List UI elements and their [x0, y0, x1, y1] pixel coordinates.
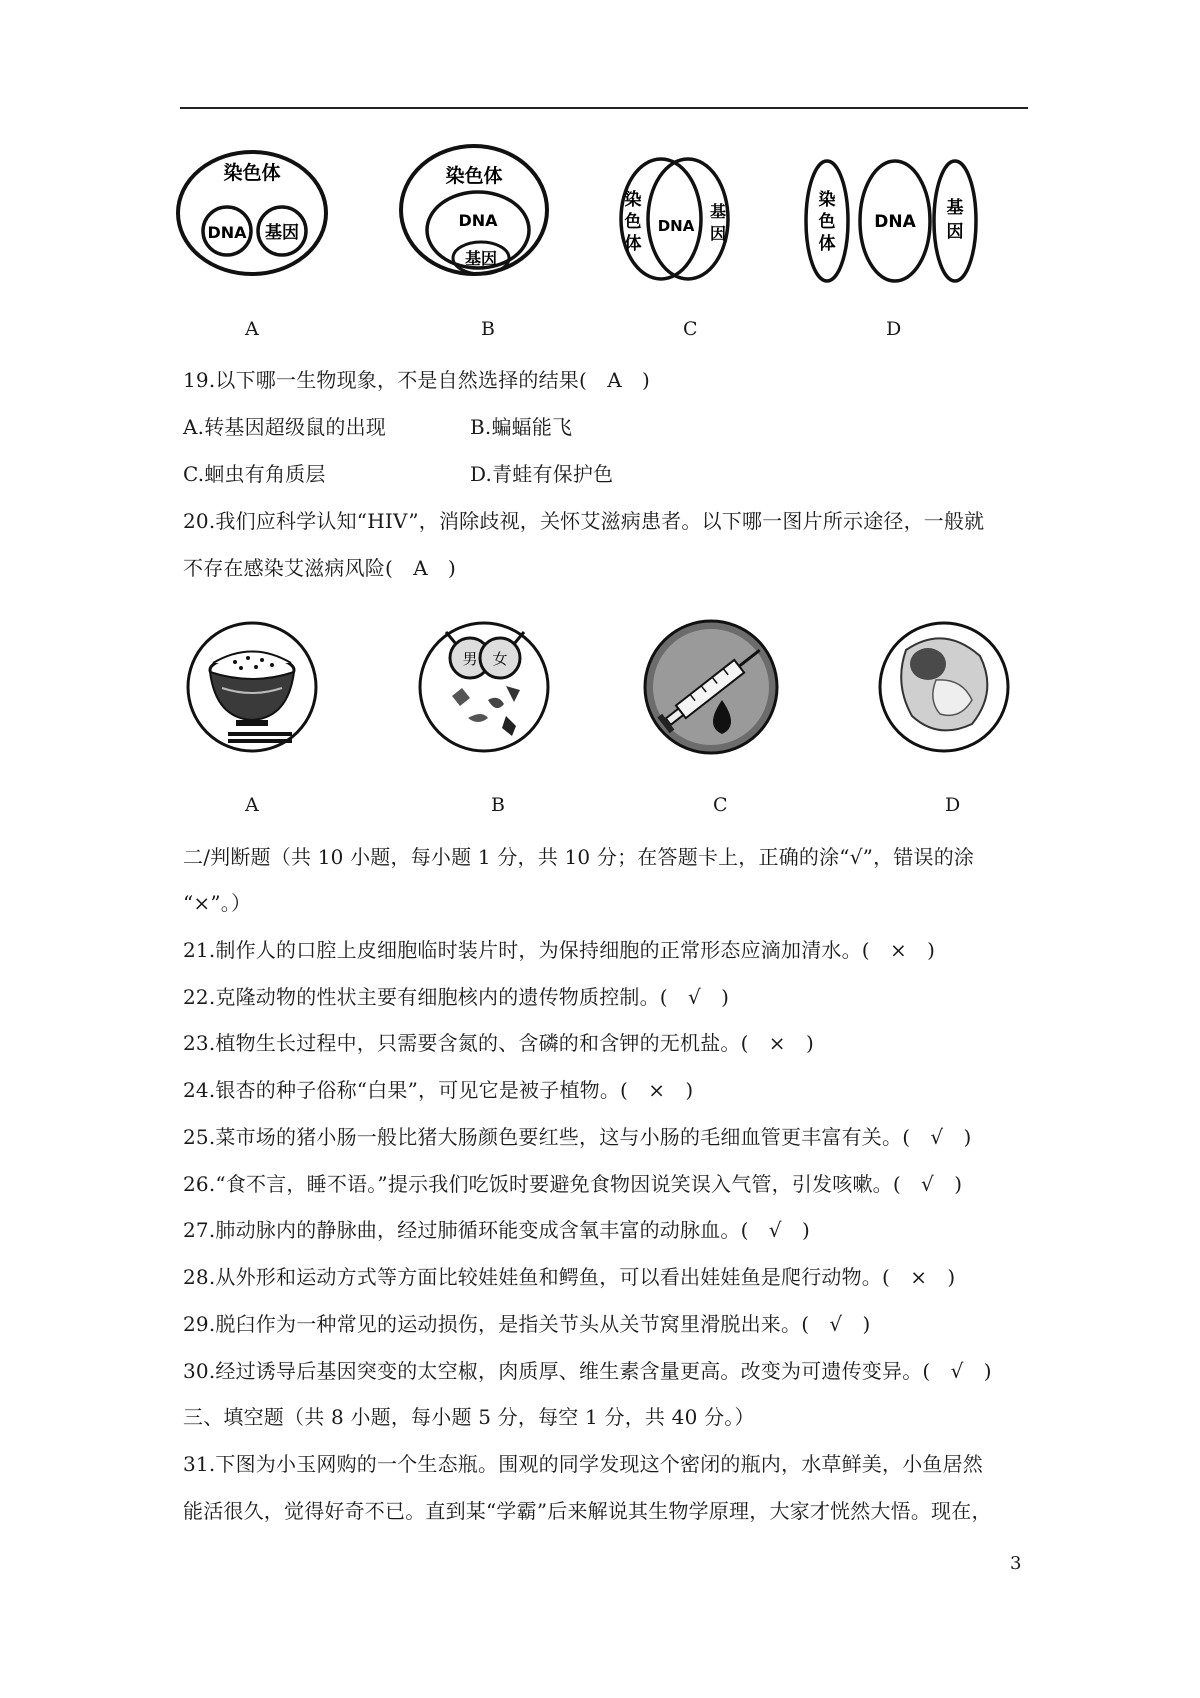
judgment-27: 27.肺动脉内的静脉曲，经过肺循环能变成含氧丰富的动脉血。( √ ) — [183, 1218, 810, 1242]
figure1-caption-c: C — [683, 318, 698, 340]
q19-option-a: A.转基因超级鼠的出现 — [183, 415, 387, 439]
figure1-caption-d: D — [886, 318, 902, 340]
diagram-a-outer-label: 染色体 — [223, 162, 281, 184]
diagram-a-gene-label: 基因 — [265, 223, 299, 243]
q19-option-c: C.蛔虫有角质层 — [183, 462, 326, 486]
diagram-d-gene-label-1: 基 — [946, 198, 964, 218]
figure2-caption-b: B — [491, 794, 505, 816]
diagram-c-chromosome-label-2: 色 — [624, 212, 642, 232]
page-number: 3 — [1010, 1553, 1022, 1574]
diagram-c-chromosome-label-1: 染 — [624, 190, 642, 210]
diagram-a-dna-label: DNA — [207, 223, 247, 242]
q20-line-2: 不存在感染艾滋病风险( A ) — [183, 556, 457, 580]
judgment-28: 28.从外形和运动方式等方面比较娃娃鱼和鳄鱼，可以看出娃娃鱼是爬行动物。( × ) — [183, 1265, 956, 1289]
chromosome-dna-gene-diagrams — [0, 125, 1200, 310]
q20-line-1: 20.我们应科学认知“HIV”，消除歧视，关怀艾滋病患者。以下哪一图片所示途径，一般就 — [183, 509, 985, 533]
header-rule — [180, 107, 1028, 109]
diagram-d-gene-ellipse — [934, 161, 976, 281]
section2-instructions-line-2: “×”。） — [183, 891, 252, 915]
diagram-d-dna-label: DNA — [874, 212, 916, 232]
sexual-contact-icon — [420, 623, 548, 751]
judgment-26: 26.“食不言，睡不语。”提示我们吃饭时要避免食物因说笑误入气管，引发咳嗽。( √ ) — [183, 1172, 963, 1196]
diagram-b-outer-label: 染色体 — [445, 165, 503, 187]
judgment-25: 25.菜市场的猪小肠一般比猪大肠颜色要红些，这与小肠的毛细血管更丰富有关。( √ ) — [183, 1125, 972, 1149]
diagram-b-gene-label: 基因 — [464, 249, 498, 268]
judgment-22: 22.克隆动物的性状主要有细胞核内的遗传物质控制。( √ ) — [183, 985, 730, 1009]
figure2-caption-c: C — [713, 794, 728, 816]
mother-to-child-icon — [880, 623, 1008, 751]
judgment-23: 23.植物生长过程中，只需要含氮的、含磷的和含钾的无机盐。( × ) — [183, 1031, 814, 1055]
q19-stem: 19.以下哪一生物现象，不是自然选择的结果( A ) — [183, 368, 651, 392]
diagram-c-dna-label: DNA — [657, 217, 695, 235]
diagram-c-gene-label-2: 因 — [709, 224, 727, 243]
q31-line-2: 能活很久，觉得好奇不已。直到某“学霸”后来解说其生物学原理，大家才恍然大悟。现在， — [183, 1499, 992, 1523]
syringe-blood-icon — [645, 621, 777, 753]
q19-option-b: B.蝙蝠能飞 — [470, 415, 573, 439]
figure1-caption-a: A — [245, 318, 259, 340]
female-symbol-label: 女 — [492, 650, 508, 668]
diagram-d-chromosome-label-3: 体 — [818, 234, 836, 254]
diagram-c-chromosome-label-3: 体 — [624, 234, 642, 254]
male-symbol-label: 男 — [462, 650, 478, 668]
diagram-d-chromosome-label-2: 色 — [818, 212, 836, 232]
judgment-30: 30.经过诱导后基因突变的太空椒，肉质厚、维生素含量更高。改变为可遗传变异。( √ ) — [183, 1359, 992, 1383]
rice-bowl-icon — [188, 623, 316, 751]
figure2-caption-a: A — [245, 794, 259, 816]
hiv-route-pictures — [0, 600, 1200, 780]
q31-line-1: 31.下图为小玉网购的一个生态瓶。围观的同学发现这个密闭的瓶内，水草鲜美，小鱼居然 — [183, 1452, 984, 1476]
section3-title: 三、填空题（共 8 小题，每小题 5 分，每空 1 分，共 40 分。） — [183, 1405, 755, 1429]
section2-instructions-line-1: 二/判断题（共 10 小题，每小题 1 分，共 10 分；在答题卡上，正确的涂“√”，错误的涂 — [183, 845, 975, 869]
figure2-caption-d: D — [945, 794, 961, 816]
judgment-21: 21.制作人的口腔上皮细胞临时装片时，为保持细胞的正常形态应滴加清水。( × ) — [183, 938, 936, 962]
judgment-29: 29.脱臼作为一种常见的运动损伤，是指关节头从关节窝里滑脱出来。( √ ) — [183, 1312, 871, 1336]
q19-option-d: D.青蛙有保护色 — [470, 462, 614, 486]
diagram-d-gene-label-2: 因 — [946, 222, 964, 242]
diagram-d-chromosome-label-1: 染 — [818, 190, 836, 210]
judgment-24: 24.银杏的种子俗称“白果”，可见它是被子植物。( × ) — [183, 1078, 694, 1102]
figure1-caption-b: B — [481, 318, 495, 340]
diagram-b-dna-label: DNA — [458, 211, 498, 230]
diagram-c-gene-label-1: 基 — [709, 202, 727, 221]
